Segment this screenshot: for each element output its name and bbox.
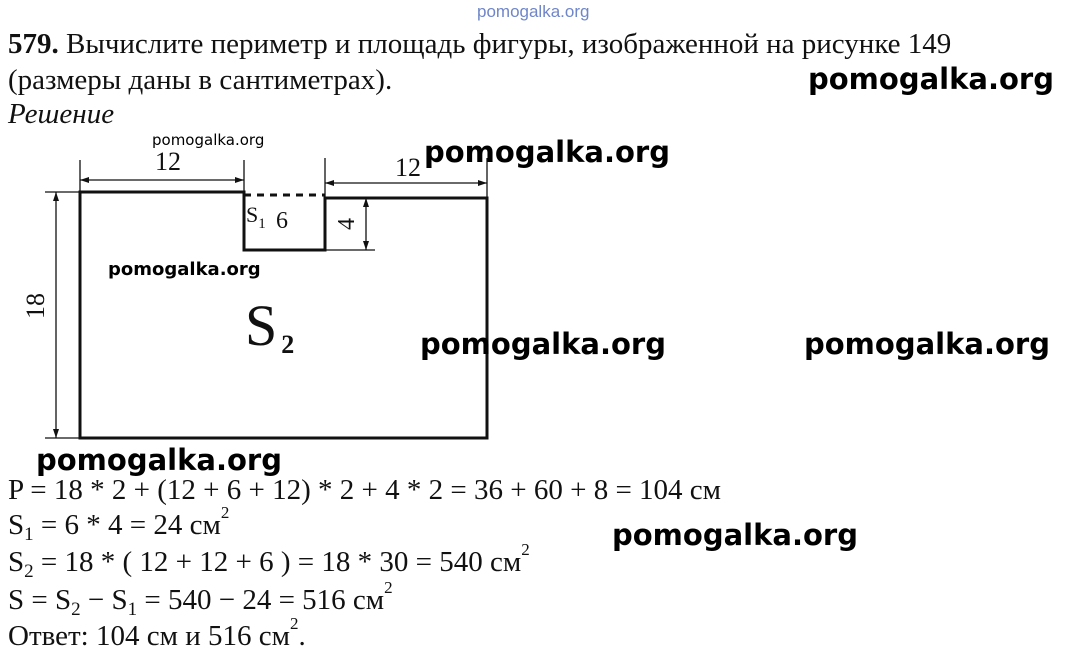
solution-label: Решение [8,98,115,130]
problem-text: Вычислите периметр и площадь фигуры, изображенной на рисунке 149 (размеры даны в сантиметрах). [8,28,952,96]
s1-label: $S_1$ [246,202,266,232]
watermark-6: pomogalka.org [804,327,1050,361]
dim-left: 18 [21,293,50,319]
dim-top-right: 12 [395,153,421,182]
watermark-3: pomogalka.org [424,135,670,169]
s2-line: $S_2 = 18$ * ( 12 + 12 + 6 ) = 18 * 30 = 540 $см^2$ [8,540,530,582]
problem-number: 579. [8,28,59,60]
dim-top-left: 12 [155,147,181,176]
watermark-2: pomogalka.org [152,131,265,149]
s1-line: $S_1 = 6 * 4 = 24$ $см^2$ [8,503,230,545]
dim-notch-width: 6 [276,208,288,234]
watermark-8: pomogalka.org [612,518,858,552]
watermark-top: pomogalka.org [477,2,590,21]
s2-label: S 2 [245,293,295,359]
watermark-4: pomogalka.org [108,259,261,280]
watermark-7: pomogalka.org [36,443,282,477]
s-line: $S = S_2 - S_1 = 540 - 24 = 516$ $см^2$ [8,578,393,620]
dim-notch-height: 4 [334,218,360,230]
watermark-5: pomogalka.org [420,327,666,361]
answer-line: Ответ: 104 см и 516 $см^2$. [8,614,306,652]
perimeter-line: P = 18 * 2 + (12 + 6 + 12) * 2 + 4 * 2 = 36 + 60 + 8 = 104 см [8,474,722,506]
watermark-1: pomogalka.org [808,62,1054,96]
